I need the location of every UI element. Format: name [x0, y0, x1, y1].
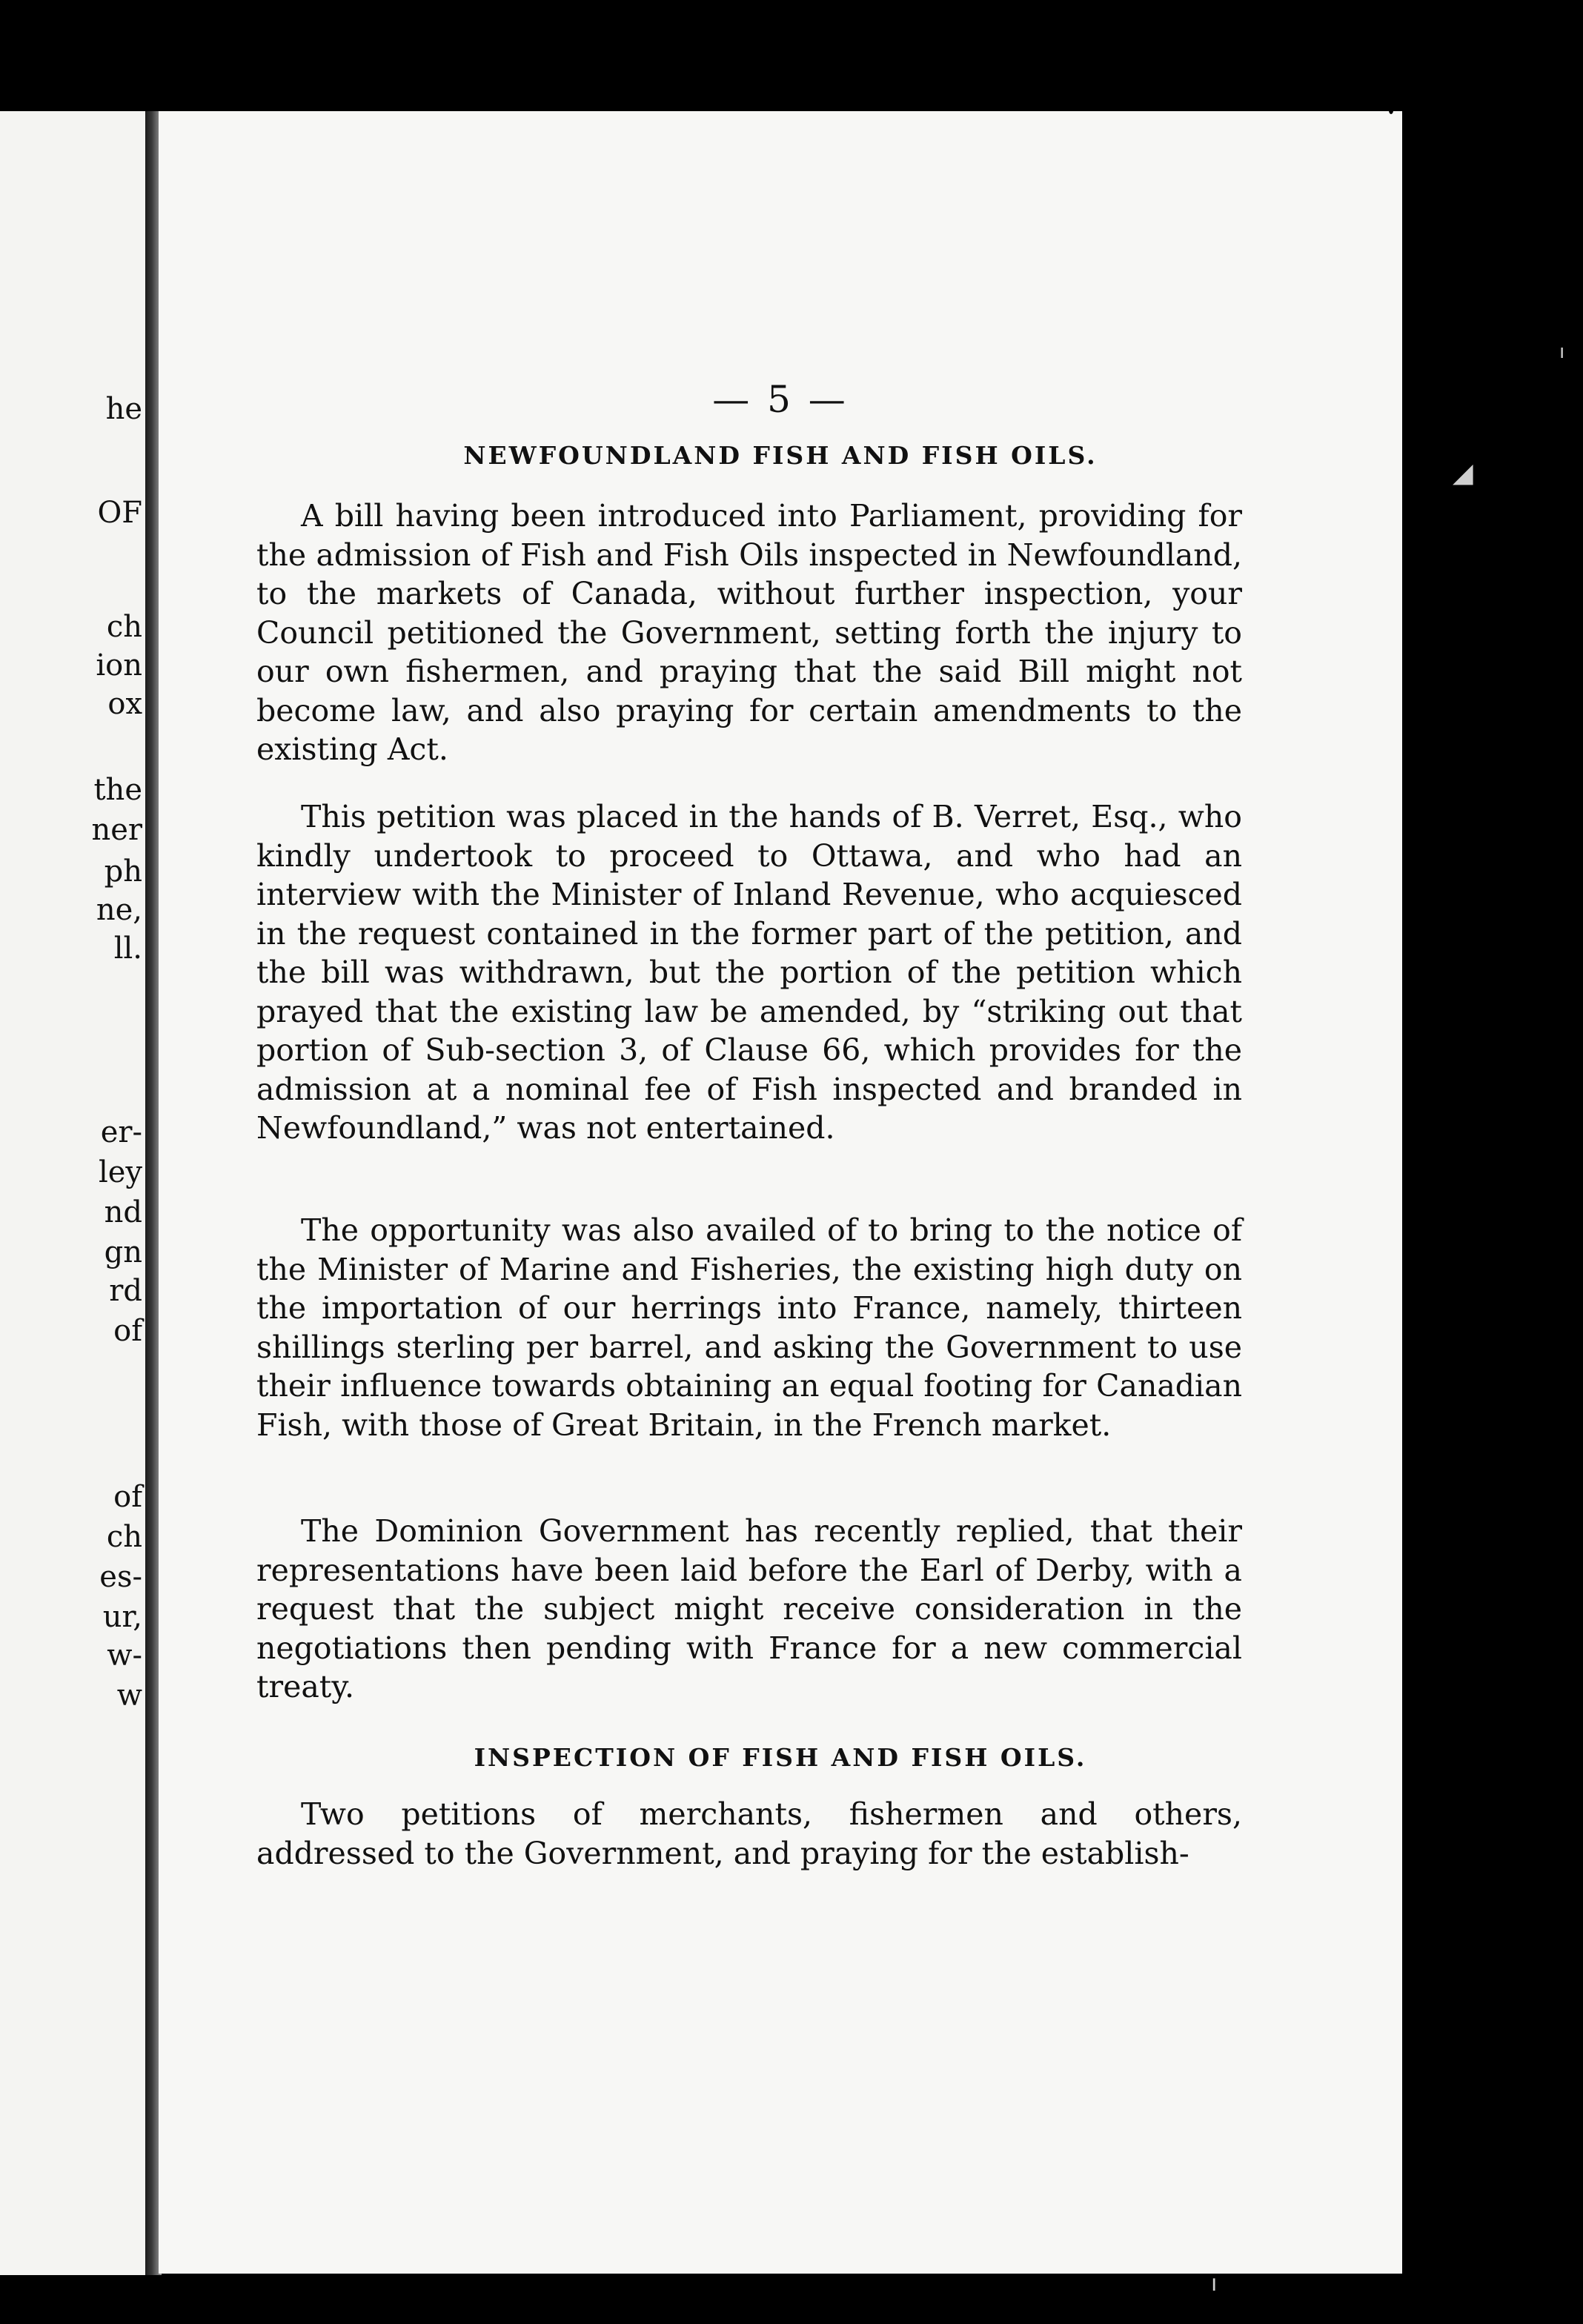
facing-page-text-fragment: ner — [91, 813, 142, 847]
scan-speck — [1429, 110, 1435, 116]
facing-page-text-fragment: of — [113, 1480, 142, 1514]
facing-page-text-fragment: w- — [107, 1639, 142, 1673]
facing-page-text-fragment: ox — [107, 687, 142, 721]
paragraph-dominion-reply: The Dominion Government has recently replied, that their representations have been laid before the Earl of Derby, with a request that the subject might receive consideration in the negotiations then pending with France for a new commercial treaty. — [256, 1513, 1242, 1704]
facing-page-text-fragment: OF — [97, 496, 142, 530]
section-heading-inspection-fish: INSPECTION OF FISH AND FISH OILS. — [474, 1743, 1087, 1772]
facing-page-text-fragment: rd — [109, 1274, 142, 1308]
facing-page-text-fragment: ur, — [102, 1600, 142, 1634]
facing-page-text-fragment: the — [93, 773, 142, 807]
facing-page-text-fragment: nd — [104, 1195, 142, 1229]
facing-page-text-fragment: es- — [99, 1560, 142, 1594]
facing-page-text-fragment: ley — [98, 1155, 142, 1189]
facing-page-text-fragment: of — [113, 1314, 142, 1348]
document-page — [159, 111, 1402, 2274]
facing-page-text-fragment: gn — [104, 1235, 142, 1269]
facing-page-text-fragment: ne, — [96, 893, 142, 927]
facing-page-text-fragment: ch — [106, 1520, 142, 1554]
facing-page-text-fragment: er- — [100, 1115, 142, 1149]
facing-page-text-fragment: w — [116, 1679, 142, 1713]
paragraph-opportunity-marine: The opportunity was also availed of to bring to the notice of the Minister of Marine and Fisheries, the existing high duty on the importation of our herrings into France, namely, thirteen shillings sterling per barrel, and asking the Government to use their influence towards obtaining an equal footing for Canadian Fish, with those of Great Britain, in the French market. — [256, 1212, 1242, 1443]
facing-page-text-fragment: he — [105, 392, 142, 426]
paragraph-petition-verret: This petition was placed in the hands of B. Verret, Esq., who kindly undertook to proceed to Ottawa, and who had an interview with the Minister of Inland Revenue, who acquiesced in the request contained in the former part of the petition, and the bill was withdrawn, but the portion of the petition which prayed that the existing law be amended, by “striking out that portion of Sub-section 3, of Clause 66, which provides for the admission at a nominal fee of Fish inspected and branded in Newfoundland,” was not entertained. — [256, 799, 1242, 1146]
facing-page-text-fragment: ion — [96, 648, 142, 683]
facing-page-text-fragment: ll. — [113, 932, 142, 966]
page-number: — 5 — — [712, 378, 849, 421]
facing-page-text-fragment: ch — [106, 610, 142, 644]
scan-edge-mark: ı — [1211, 2271, 1218, 2297]
scan-edge-mark: ı — [1559, 341, 1565, 363]
scan-speck — [1389, 107, 1393, 114]
facing-page-text-fragment: ph — [104, 854, 142, 889]
section-heading-newfoundland-fish: NEWFOUNDLAND FISH AND FISH OILS. — [463, 441, 1098, 470]
paragraph-bill-introduced: A bill having been introduced into Parliament, providing for the admission of Fish and Fish Oils inspected in Newfoundland, to the markets of Canada, without further inspection, your Council petitioned the Government, setting forth the injury to our own fishermen, and praying that the said Bill might not become law, and also praying for certain amendments to the existing Act. — [256, 498, 1242, 767]
paragraph-two-petitions: Two petitions of merchants, fishermen and others, addressed to the Government, and praying for the establish- — [256, 1796, 1242, 1871]
facing-page — [0, 111, 147, 2275]
scan-edge-mark: ◢ — [1453, 458, 1473, 488]
